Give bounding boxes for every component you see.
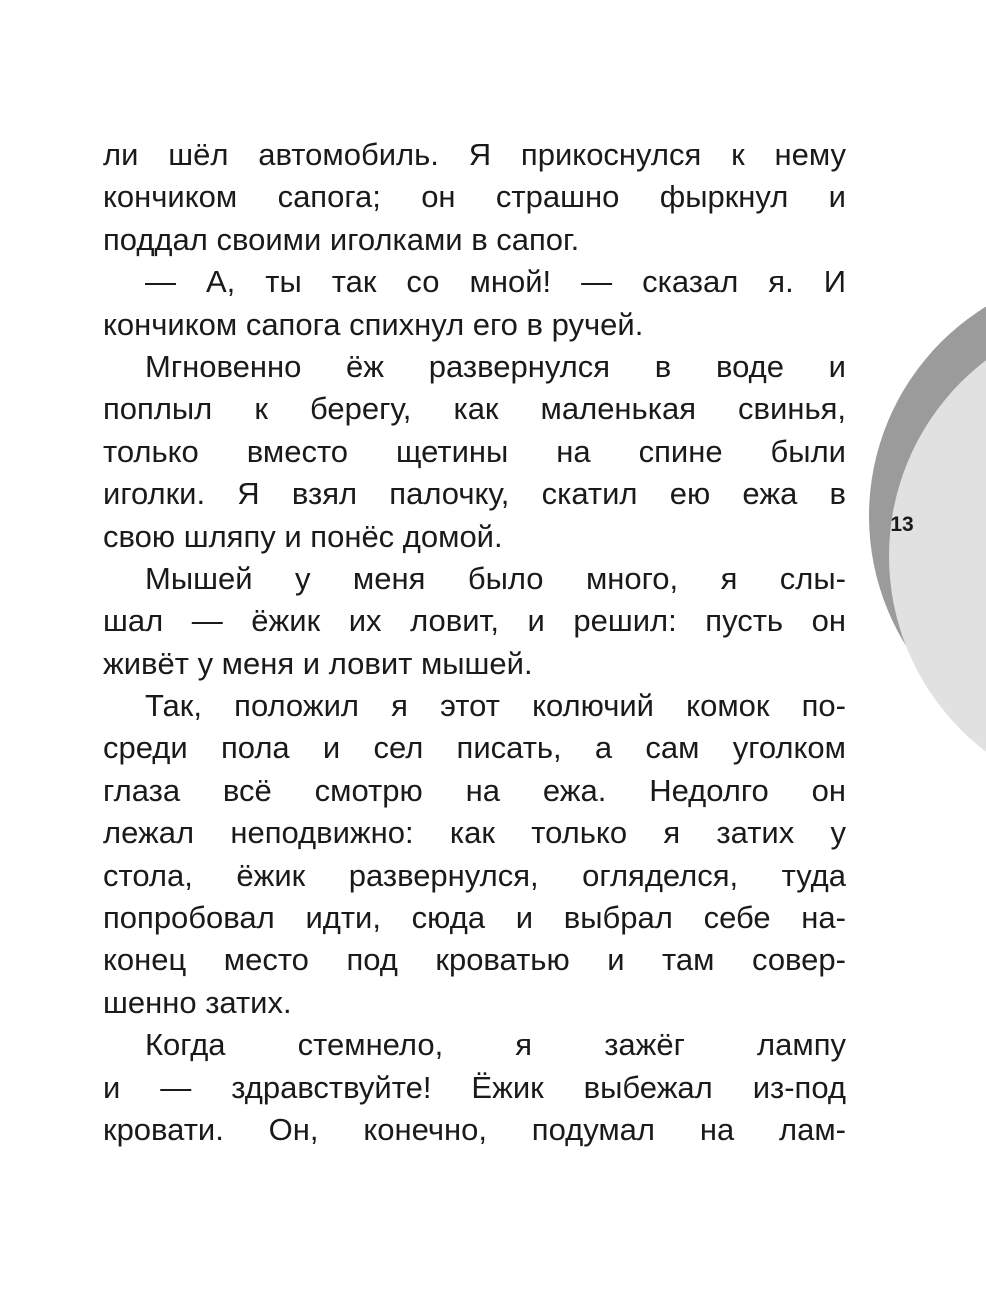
text-line: свою шляпу и понёс домой. [103,518,503,554]
paragraph [103,134,846,261]
text-line: шенно затих. [103,984,292,1020]
text-line: лежал неподвижно: как только я затих у [103,815,846,851]
text-line: — А, ты так со мной! — сказал я. И [145,264,846,300]
paragraph [103,558,846,685]
text-line: и — здравствуйте! Ёжик выбежал из-под [103,1069,846,1105]
text-line: Мгновенно ёж развернулся в воде и [145,348,846,384]
text-line: среди пола и сел писать, а сам уголком [103,730,846,766]
text-line: стола, ёжик развернулся, огляделся, туда [103,857,846,893]
text-line: поддал своими иголками в сапог. [103,221,580,257]
text-line: Когда стемнело, я зажёг лампу [145,1027,846,1063]
paragraph [103,261,846,346]
text-line: кровати. Он, конечно, подумал на лам- [103,1111,846,1147]
text-line: ли шёл автомобиль. Я прикоснулся к нему [103,137,846,172]
paragraph [103,346,846,558]
text-line: глаза всё смотрю на ежа. Недолго он [103,772,846,808]
text-line: попробовал идти, сюда и выбрал себе на- [103,900,846,936]
text-line: поплыл к берегу, как маленькая свинья, [103,391,846,427]
text-line: кончиком сапога спихнул его в ручей. [103,306,644,342]
story-text [103,134,846,1151]
text-line: Так, положил я этот колючий комок по- [145,688,846,724]
text-line: шал — ёжик их ловит, и решил: пусть он [103,603,846,639]
paragraph [103,1024,846,1151]
text-line: только вместо щетины на спине были [103,433,846,469]
text-line: Мышей у меня было много, я слы- [145,560,846,596]
text-line: конец место под кроватью и там совер- [103,942,846,978]
paragraph [103,685,846,1024]
text-line: живёт у меня и ловит мышей. [103,645,533,681]
text-line: кончиком сапога; он страшно фыркнул и [103,179,846,215]
page-number: 13 [890,513,914,536]
text-line: иголки. Я взял палочку, скатил ею ежа в [103,476,846,512]
